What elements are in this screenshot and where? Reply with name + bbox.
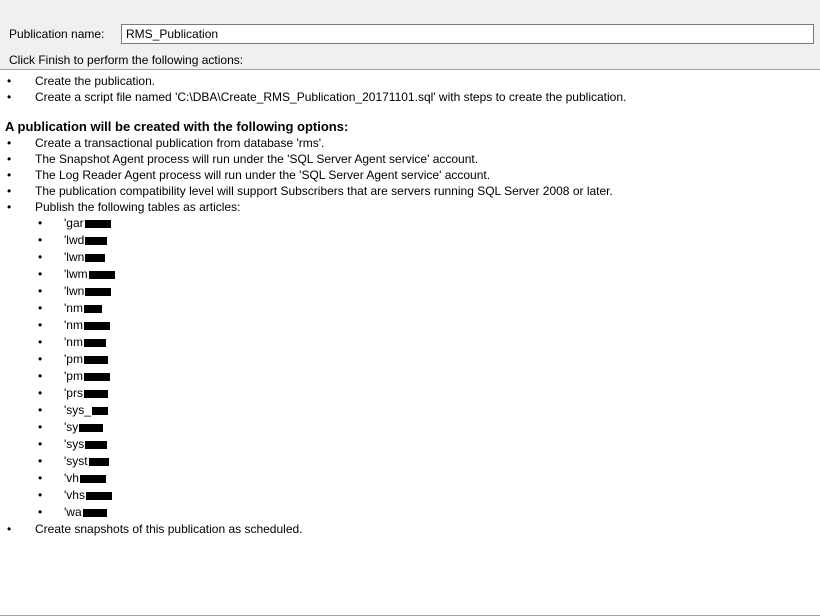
article-name: 'wa — [64, 505, 82, 519]
article-item — [5, 453, 820, 470]
article-name: 'lwn — [64, 284, 85, 298]
option-item: • The Log Reader Agent process will run under the 'SQL Server Agent service' account. — [5, 167, 820, 183]
article-name: 'prs — [64, 386, 83, 400]
publication-name-input[interactable] — [121, 24, 814, 44]
article-name: 'lwm — [64, 267, 88, 281]
redaction-bar — [84, 356, 108, 364]
article-item — [5, 487, 820, 504]
article-name: 'sys — [64, 437, 85, 451]
article-item — [5, 300, 820, 317]
article-name: 'syst — [64, 454, 88, 468]
article-name: 'lwd — [64, 233, 85, 247]
article-name: 'vhs — [64, 488, 85, 502]
article-item — [5, 385, 820, 402]
article-item — [5, 334, 820, 351]
article-item — [5, 266, 820, 283]
redaction-bar — [86, 492, 112, 500]
article-item — [5, 436, 820, 453]
action-item: • Create the publication. — [5, 73, 820, 89]
option-item: • The Snapshot Agent process will run under the 'SQL Server Agent service' account. — [5, 151, 820, 167]
article-item — [5, 402, 820, 419]
redaction-bar — [79, 424, 103, 432]
article-name: 'gar — [64, 216, 84, 230]
article-name: 'sy — [64, 420, 79, 434]
redaction-bar — [84, 305, 102, 313]
article-name: 'sys_ — [64, 403, 91, 417]
redaction-bar — [89, 271, 115, 279]
finish-instruction: Click Finish to perform the following actions: — [9, 53, 244, 67]
redaction-bar — [92, 407, 108, 415]
redaction-bar — [85, 441, 107, 449]
article-name: 'nm — [64, 335, 83, 349]
redaction-bar — [84, 390, 108, 398]
options-list — [5, 135, 820, 215]
redaction-bar — [84, 322, 110, 330]
redaction-bar — [80, 475, 106, 483]
redaction-bar — [85, 254, 105, 262]
article-name: 'lwn — [64, 250, 85, 264]
article-name: 'pm — [64, 369, 83, 383]
article-name: 'nm — [64, 318, 83, 332]
redaction-bar — [85, 288, 111, 296]
actions-list — [5, 73, 820, 105]
final-actions-list — [5, 521, 820, 537]
article-item — [5, 232, 820, 249]
article-item — [5, 283, 820, 300]
option-item: • The publication compatibility level will support Subscribers that are servers running SQL Server 2008 or later. — [5, 183, 820, 199]
redaction-bar — [85, 237, 107, 245]
option-item: • Publish the following tables as articles: — [5, 199, 820, 215]
redaction-bar — [83, 509, 107, 517]
article-name: 'vh — [64, 471, 79, 485]
article-item — [5, 470, 820, 487]
action-item: • Create snapshots of this publication as scheduled. — [5, 521, 820, 537]
publication-name-row — [0, 24, 820, 46]
article-item — [5, 351, 820, 368]
article-item — [5, 368, 820, 385]
publication-name-label: Publication name: — [9, 27, 105, 41]
redaction-bar — [89, 458, 109, 466]
action-item: • Create a script file named 'C:\DBA\Create_RMS_Publication_20171101.sql' with steps to create the publication. — [5, 89, 820, 105]
article-item — [5, 419, 820, 436]
actions-summary-box[interactable] — [0, 69, 820, 616]
article-item — [5, 215, 820, 232]
article-item — [5, 317, 820, 334]
article-name: 'pm — [64, 352, 83, 366]
redaction-bar — [84, 339, 106, 347]
article-item — [5, 249, 820, 266]
redaction-bar — [85, 220, 111, 228]
option-item: • Create a transactional publication from database 'rms'. — [5, 135, 820, 151]
options-heading: A publication will be created with the following options: — [5, 119, 349, 134]
redaction-bar — [84, 373, 110, 381]
article-name: 'nm — [64, 301, 83, 315]
articles-list — [5, 215, 820, 521]
article-item — [5, 504, 820, 521]
